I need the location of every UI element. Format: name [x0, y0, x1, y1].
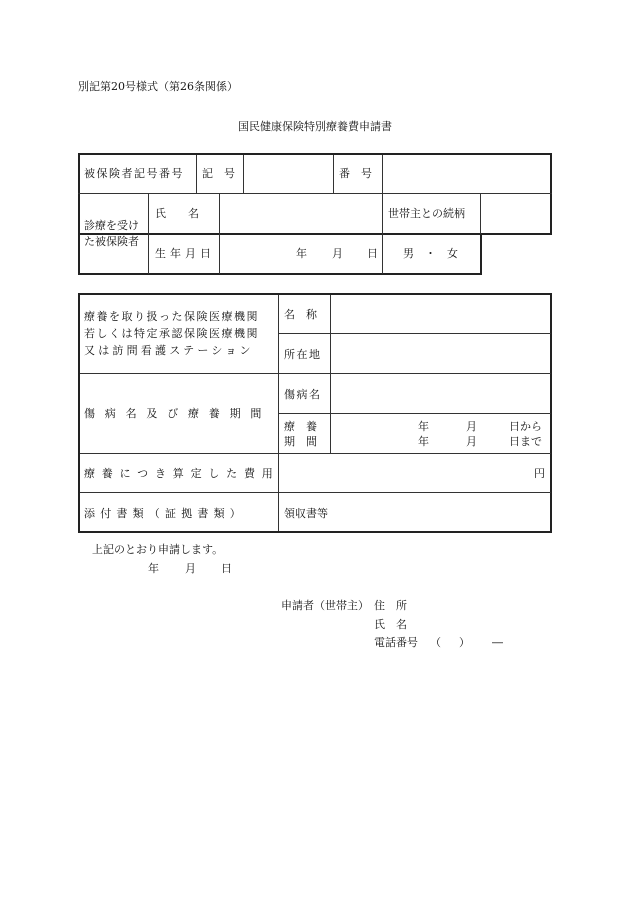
- institution-name-label: 名 称: [284, 308, 317, 321]
- period-label-line1: 療 養: [284, 420, 317, 433]
- patient-label-line1: 診療を受け: [84, 219, 139, 232]
- symbol-field[interactable]: [245, 156, 331, 192]
- from-year-label: 年: [418, 420, 429, 433]
- number-field[interactable]: [384, 156, 550, 192]
- form-number: 別記第20号様式（第26条関係）: [78, 80, 238, 93]
- patient-label-line2: た被保険者: [84, 235, 139, 248]
- from-month-label: 月: [466, 420, 477, 433]
- birth-day-label: 日: [367, 247, 378, 260]
- to-month-label: 月: [466, 435, 477, 448]
- page-title: 国民健康保険特別療養費申請書: [238, 120, 392, 133]
- to-year-label: 年: [418, 435, 429, 448]
- period-label-line2: 期 間: [284, 435, 317, 448]
- institution-name-field[interactable]: [332, 296, 550, 332]
- insured-number-label: 被保険者記号番号: [84, 167, 184, 180]
- date-year-label: 年: [148, 562, 159, 575]
- institution-label-line2: 若しくは特定承認保険医療機関: [84, 327, 259, 340]
- to-day-label: 日まで: [509, 435, 542, 448]
- disease-name-field[interactable]: [332, 375, 550, 412]
- number-label: 番 号: [339, 167, 372, 180]
- applicant-address-label: 住 所: [374, 599, 407, 612]
- date-day-label: 日: [221, 562, 232, 575]
- institution-label-line3: 又は訪問看護ステーション: [84, 344, 254, 357]
- applicant-name-label: 氏 名: [374, 618, 407, 631]
- name-label: 氏 名: [155, 207, 199, 220]
- birth-label: 生年月日: [155, 247, 215, 260]
- institution-address-field[interactable]: [332, 335, 550, 372]
- attachments-value: 領収書等: [284, 507, 328, 520]
- institution-address-label: 所在地: [284, 348, 322, 361]
- yen-label: 円: [534, 467, 545, 480]
- relation-field[interactable]: [482, 195, 550, 232]
- institution-label-line1: 療養を取り扱った保険医療機関: [84, 310, 259, 323]
- sex-selector[interactable]: 男 ・ 女: [403, 247, 458, 260]
- applicant-label: 申請者（世帯主）: [281, 599, 369, 612]
- date-month-label: 月: [185, 562, 196, 575]
- attachments-label: 添付書類（証拠書類）: [84, 507, 246, 520]
- symbol-label: 記 号: [202, 167, 235, 180]
- phone-dash: ―: [492, 636, 503, 649]
- cost-label: 療養につき算定した費用: [84, 467, 280, 480]
- relation-label: 世帯主との続柄: [388, 207, 465, 220]
- disease-name-label: 傷病名: [284, 388, 322, 401]
- from-day-label: 日から: [509, 420, 542, 433]
- cost-field[interactable]: [280, 455, 530, 491]
- application-statement: 上記のとおり申請します。: [92, 543, 224, 556]
- phone-close-paren: ）: [459, 636, 470, 649]
- disease-period-label: 傷病名及び療養期間: [84, 407, 272, 420]
- birth-month-label: 月: [332, 247, 343, 260]
- birth-year-label: 年: [296, 247, 307, 260]
- phone-open-paren: （: [430, 636, 441, 649]
- applicant-phone-label: 電話番号: [374, 636, 418, 649]
- patient-name-field[interactable]: [221, 195, 380, 232]
